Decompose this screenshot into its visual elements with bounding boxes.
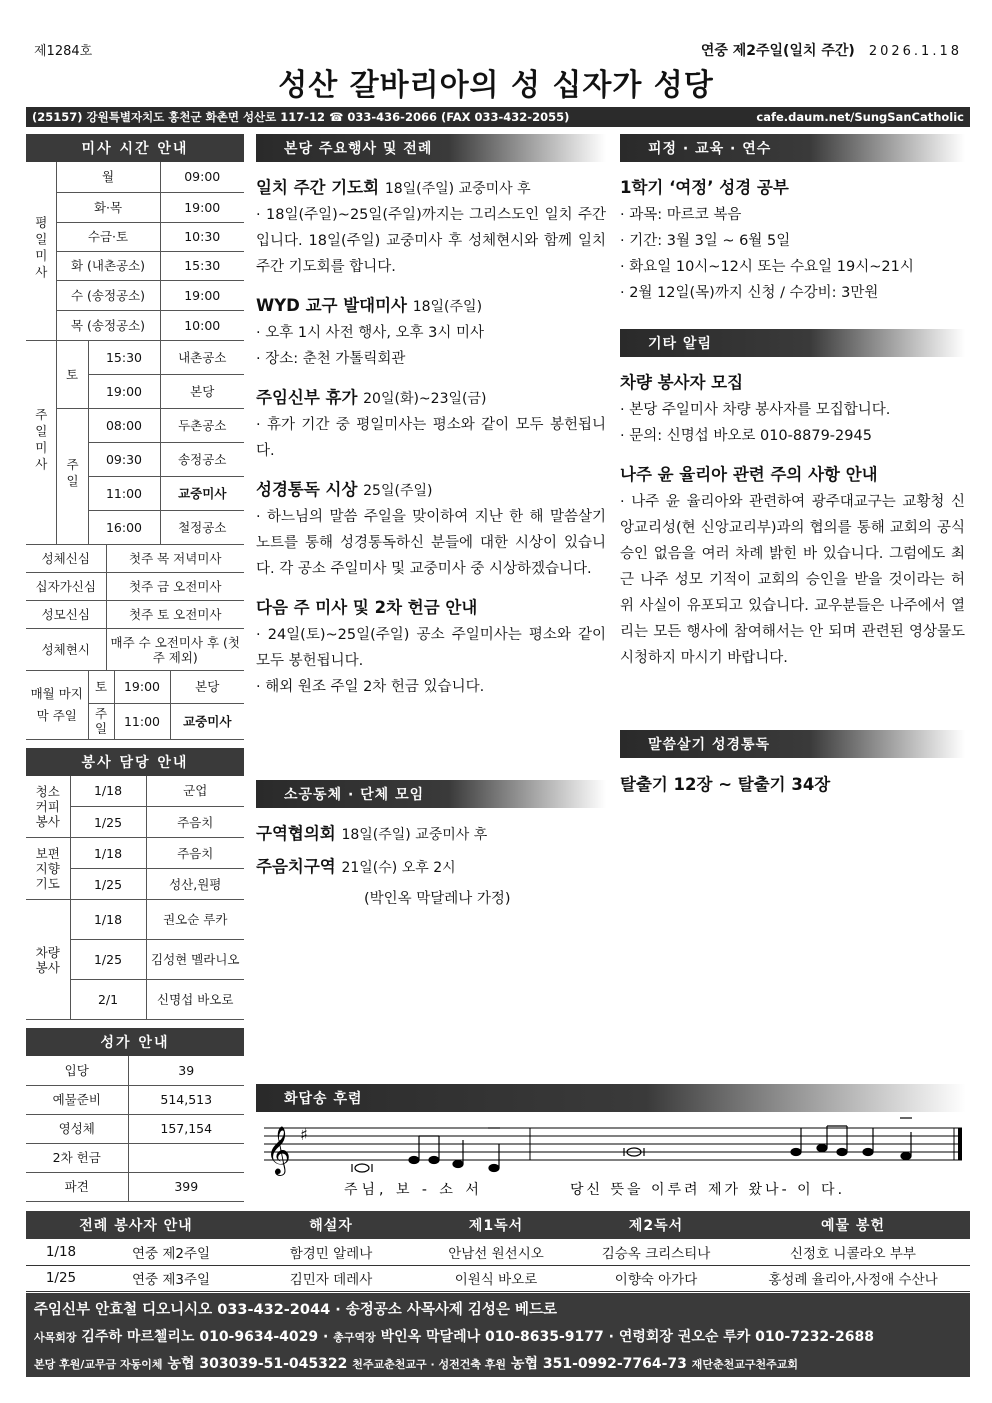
education-line: · 화요일 10시~12시 또는 수요일 19시~21시 bbox=[620, 259, 914, 275]
volunteer-date: 2/1 bbox=[70, 980, 146, 1020]
education-line: · 기간: 3월 3일 ~ 6월 5일 bbox=[620, 233, 791, 249]
sun-time: 09:30 bbox=[88, 442, 160, 476]
liturgy-header: 제1독서 bbox=[416, 1211, 576, 1239]
liturgy-header: 해설자 bbox=[246, 1211, 416, 1239]
event-subtitle: 20일(화)~23일(금) bbox=[363, 391, 487, 407]
weekday-day: 수금·토 bbox=[56, 222, 160, 251]
liturgy-reader1: 안남선 원선시오 bbox=[416, 1239, 576, 1265]
date: 2026.1.18 bbox=[868, 44, 962, 59]
event-title: 주임신부 휴가 bbox=[256, 388, 358, 407]
lyrics-left: 주님, 보 - 소 서 bbox=[344, 1182, 483, 1198]
event-subtitle: 18일(주일) bbox=[412, 299, 483, 315]
sun-place: 송정공소 bbox=[160, 442, 244, 476]
liturgy-offering: 홍성례 율리아,사정애 수산나 bbox=[736, 1265, 970, 1291]
devotion-name: 십자가신심 bbox=[26, 573, 106, 601]
volunteer-name: 군업 bbox=[146, 776, 244, 807]
notices bbox=[620, 369, 965, 683]
lyrics-right: 당신 뜻을 이루려 제가 왔나- 이 다. bbox=[570, 1182, 846, 1198]
hymn-label: 영성체 bbox=[26, 1114, 128, 1143]
sat-place: 본당 bbox=[160, 374, 244, 408]
sun-time: 11:00 bbox=[88, 476, 160, 510]
community bbox=[256, 820, 606, 912]
hymn-number: 514,513 bbox=[128, 1085, 244, 1114]
monthly-place: 본당 bbox=[170, 671, 244, 703]
liturgy-offering: 신정호 니콜라오 부부 bbox=[736, 1239, 970, 1265]
weekday-day: 수 (송정공소) bbox=[56, 280, 160, 310]
notice-item bbox=[620, 369, 965, 449]
address-bar bbox=[26, 107, 970, 127]
treble-clef-icon: 𝄞 bbox=[266, 1125, 291, 1174]
monthly-mass-table bbox=[26, 671, 244, 740]
education bbox=[620, 174, 965, 306]
issue-date bbox=[701, 40, 962, 60]
volunteer-date: 1/18 bbox=[70, 900, 146, 940]
bible-reading bbox=[620, 771, 965, 799]
sun-place: 철정공소 bbox=[160, 510, 244, 544]
notice-title: 차량 봉사자 모집 bbox=[620, 373, 744, 392]
hymn-label: 입당 bbox=[26, 1056, 128, 1085]
education-header: 피정 · 교육 · 연수 bbox=[620, 134, 965, 162]
table-row bbox=[26, 1239, 970, 1265]
volunteers-table bbox=[26, 776, 244, 1021]
liturgy-date: 1/18 bbox=[26, 1239, 96, 1265]
notice-item bbox=[620, 461, 965, 671]
notices-header: 기타 알림 bbox=[620, 329, 965, 357]
liturgy-header: 제2독서 bbox=[576, 1211, 736, 1239]
liturgy-table bbox=[26, 1211, 970, 1292]
bible-header: 말씀살기 성경통독 bbox=[620, 730, 965, 758]
footer-council: 사목회장 김주하 마르첼리노 010-9634-4029 · 총구역장 박인옥 막달레나 010-8635-9177 · 연령회장 권오순 루카 010-7232-2688 bbox=[34, 1329, 874, 1345]
parish-events bbox=[256, 174, 606, 712]
sun-place: 두촌공소 bbox=[160, 408, 244, 442]
notice-body: · 나주 윤 율리아와 관련하여 광주대교구는 교황청 신앙교리성(현 신앙교리부)과의 협의를 통해 교회의 공식 승인 없음을 여러 차례 밝힌 바 있습니다. 그럼에도 최근 나주 성모 기적이 교회의 승인을 받을 것이라는 허위 사실이 유포되고 있습니다. 교우분들은 나주에서 열리는 모든 행사에 참여해서는 안 되며 관련된 영상물도 시청하지 마시기 바랍니다. bbox=[620, 494, 965, 666]
community-title: 주음치구역 bbox=[256, 857, 336, 876]
staff-svg bbox=[258, 1116, 964, 1204]
hymn-label: 예물준비 bbox=[26, 1085, 128, 1114]
event-title: 일치 주간 기도회 bbox=[256, 178, 380, 197]
liturgy-header: 전례 봉사자 안내 bbox=[26, 1211, 246, 1239]
notice-title: 나주 윤 율리아 관련 주의 사항 안내 bbox=[620, 465, 878, 484]
left-column bbox=[26, 134, 244, 1202]
sun-place: 교중미사 bbox=[160, 476, 244, 510]
devotion-name: 성체현시 bbox=[26, 629, 106, 671]
liturgy-commentator: 김민자 데레사 bbox=[246, 1265, 416, 1291]
devotions-table bbox=[26, 545, 244, 672]
monthly-place: 교중미사 bbox=[170, 703, 244, 739]
monthly-day: 토 bbox=[88, 671, 114, 703]
volunteer-date: 1/25 bbox=[70, 940, 146, 980]
sat-time: 19:00 bbox=[88, 374, 160, 408]
sun-time: 08:00 bbox=[88, 408, 160, 442]
devotion-value: 첫주 토 오전미사 bbox=[106, 601, 244, 629]
volunteers-header: 봉사 담당 안내 bbox=[26, 748, 244, 776]
address: (25157) 강원특별자치도 홍천군 화촌면 성산로 117-12 ☎ 033-436-2066 (FAX 033-432-2055) bbox=[32, 110, 570, 124]
sat-place: 내촌공소 bbox=[160, 340, 244, 374]
mass-times-table bbox=[26, 162, 244, 545]
event-body: · 18일(주일)~25일(주일)까지는 그리스도인 일치 주간입니다. 18일(주일) 교중미사 후 성체현시와 함께 일치 주간 기도회를 합니다. bbox=[256, 207, 606, 275]
hymns-table bbox=[26, 1056, 244, 1202]
weekday-day: 화·목 bbox=[56, 192, 160, 222]
event-body: · 24일(토)~25일(주일) 공소 주일미사는 평소와 같이 모두 봉헌됩니다. · 해외 원조 주일 2차 헌금 있습니다. bbox=[256, 627, 606, 695]
liturgy-reader2: 김승옥 크리스티나 bbox=[576, 1239, 736, 1265]
education-line: · 과목: 마르코 복음 bbox=[620, 207, 742, 223]
volunteer-name: 김성현 멜라니오 bbox=[146, 940, 244, 980]
sat-time: 15:30 bbox=[88, 340, 160, 374]
hymns-header: 성가 안내 bbox=[26, 1028, 244, 1056]
community-header: 소공동체 · 단체 모임 bbox=[256, 780, 606, 808]
volunteer-date: 1/25 bbox=[70, 869, 146, 900]
event-body: · 하느님의 말씀 주일을 맞이하여 지난 한 해 말씀살기 노트를 통해 성경통독하신 분들에 대한 시상이 있습니다. 각 공소 주일미사 및 교중미사 중 시상하겠습니다. bbox=[256, 509, 606, 577]
weekday-time: 10:30 bbox=[160, 222, 244, 251]
parish-events-header: 본당 주요행사 및 전례 bbox=[256, 134, 606, 162]
volunteer-group: 차량 봉사 bbox=[26, 900, 70, 1020]
liturgy-reader1: 이원식 바오로 bbox=[416, 1265, 576, 1291]
event-title: 성경통독 시상 bbox=[256, 480, 358, 499]
volunteer-name: 신명섭 바오로 bbox=[146, 980, 244, 1020]
weekday-label: 평일미사 bbox=[26, 162, 56, 340]
event-item bbox=[256, 174, 606, 280]
community-note: (박인옥 막달레나 가정) bbox=[364, 891, 511, 907]
event-subtitle: 25일(주일) bbox=[363, 483, 433, 499]
devotion-value: 첫주 금 오전미사 bbox=[106, 573, 244, 601]
event-item bbox=[256, 384, 606, 464]
sharp-icon: ♯ bbox=[300, 1125, 308, 1144]
volunteer-group: 보편 지향 기도 bbox=[26, 838, 70, 900]
monthly-label: 매월 마지막 주일 bbox=[26, 671, 88, 739]
event-subtitle: 18일(주일) 교중미사 후 bbox=[384, 181, 531, 197]
music-staff bbox=[258, 1116, 964, 1204]
event-item bbox=[256, 292, 606, 372]
psalm-header: 화답송 후렴 bbox=[256, 1084, 966, 1112]
bible-text: 탈출기 12장 ~ 탈출기 34장 bbox=[620, 775, 831, 794]
weekday-time: 15:30 bbox=[160, 251, 244, 280]
sunday-name: 연중 제2주일(일치 주간) bbox=[700, 43, 855, 59]
event-body: · 휴가 기간 중 평일미사는 평소와 같이 모두 봉헌됩니다. bbox=[256, 417, 606, 459]
weekday-day: 월 bbox=[56, 162, 160, 192]
mass-times-header: 미사 시간 안내 bbox=[26, 134, 244, 162]
devotion-value: 매주 수 오전미사 후 (첫 주 제외) bbox=[106, 629, 244, 671]
community-subtitle: 18일(주일) 교중미사 후 bbox=[341, 827, 488, 843]
weekday-time: 19:00 bbox=[160, 192, 244, 222]
volunteer-group: 청소 커피 봉사 bbox=[26, 776, 70, 838]
event-item bbox=[256, 594, 606, 700]
hymn-number: 157,154 bbox=[128, 1114, 244, 1143]
event-title: 다음 주 미사 및 2차 헌금 안내 bbox=[256, 598, 478, 617]
devotion-name: 성모신심 bbox=[26, 601, 106, 629]
event-body: · 오후 1시 사전 행사, 오후 3시 미사 · 장소: 춘천 가톨릭회관 bbox=[256, 325, 485, 367]
weekday-day: 화 (내촌공소) bbox=[56, 251, 160, 280]
liturgy-commentator: 함경민 알레나 bbox=[246, 1239, 416, 1265]
community-subtitle: 21일(수) 오후 2시 bbox=[341, 860, 456, 876]
hymn-number: 399 bbox=[128, 1172, 244, 1201]
sunday-label: 주일미사 bbox=[26, 340, 56, 544]
liturgy-date: 1/25 bbox=[26, 1265, 96, 1291]
event-title: WYD 교구 발대미사 bbox=[256, 296, 407, 315]
volunteer-name: 주음치 bbox=[146, 838, 244, 869]
education-title: 1학기 ‘여정’ 성경 공부 bbox=[620, 178, 789, 197]
hymn-label: 2차 헌금 bbox=[26, 1143, 128, 1172]
monthly-day: 주일 bbox=[88, 703, 114, 739]
weekday-day: 목 (송정공소) bbox=[56, 310, 160, 340]
saturday-label: 토 bbox=[56, 340, 88, 408]
volunteer-name: 권오순 루카 bbox=[146, 900, 244, 940]
notice-body: · 본당 주일미사 차량 봉사자를 모집합니다. · 문의: 신명섭 바오로 010-8879-2945 bbox=[620, 402, 891, 444]
liturgy-header: 예물 봉헌 bbox=[736, 1211, 970, 1239]
footer bbox=[26, 1293, 970, 1377]
education-line: · 2월 12일(목)까지 신청 / 수강비: 3만원 bbox=[620, 285, 879, 301]
liturgy-sunday: 연중 제2주일 bbox=[96, 1239, 246, 1265]
liturgy-sunday: 연중 제3주일 bbox=[96, 1265, 246, 1291]
monthly-time: 11:00 bbox=[114, 703, 170, 739]
volunteer-name: 성산,원평 bbox=[146, 869, 244, 900]
volunteer-date: 1/18 bbox=[70, 838, 146, 869]
hymn-label: 파견 bbox=[26, 1172, 128, 1201]
community-title: 구역협의회 bbox=[256, 824, 336, 843]
cafe-link[interactable]: cafe.daum.net/SungSanCatholic bbox=[756, 110, 964, 124]
hymn-number bbox=[128, 1143, 244, 1172]
sun-time: 16:00 bbox=[88, 510, 160, 544]
devotion-value: 첫주 목 저녁미사 bbox=[106, 545, 244, 573]
liturgy-reader2: 이향숙 아가다 bbox=[576, 1265, 736, 1291]
table-row bbox=[26, 1265, 970, 1291]
footer-accounts: 본당 후원/교무금 자동이체 농협 303039-51-045322 천주교춘천교구 · 성전건축 후원 농협 351-0992-7764-73 재단춘천교구천주교회 bbox=[34, 1356, 799, 1372]
footer-pastor: 주임신부 안효철 디오니시오 033-432-2044 · 송정공소 사목사제 김성은 베드로 bbox=[34, 1302, 558, 1318]
weekday-time: 09:00 bbox=[160, 162, 244, 192]
monthly-time: 19:00 bbox=[114, 671, 170, 703]
weekday-time: 10:00 bbox=[160, 310, 244, 340]
sunday-sub-label: 주일 bbox=[56, 408, 88, 544]
event-item bbox=[256, 476, 606, 582]
weekday-time: 19:00 bbox=[160, 280, 244, 310]
hymn-number: 39 bbox=[128, 1056, 244, 1085]
volunteer-date: 1/18 bbox=[70, 776, 146, 807]
page-title: 성산 갈바리아의 성 십자가 성당 bbox=[278, 68, 714, 103]
volunteer-date: 1/25 bbox=[70, 807, 146, 838]
devotion-name: 성체신심 bbox=[26, 545, 106, 573]
issue-number: 제1284호 bbox=[34, 44, 93, 59]
volunteer-name: 주음치 bbox=[146, 807, 244, 838]
